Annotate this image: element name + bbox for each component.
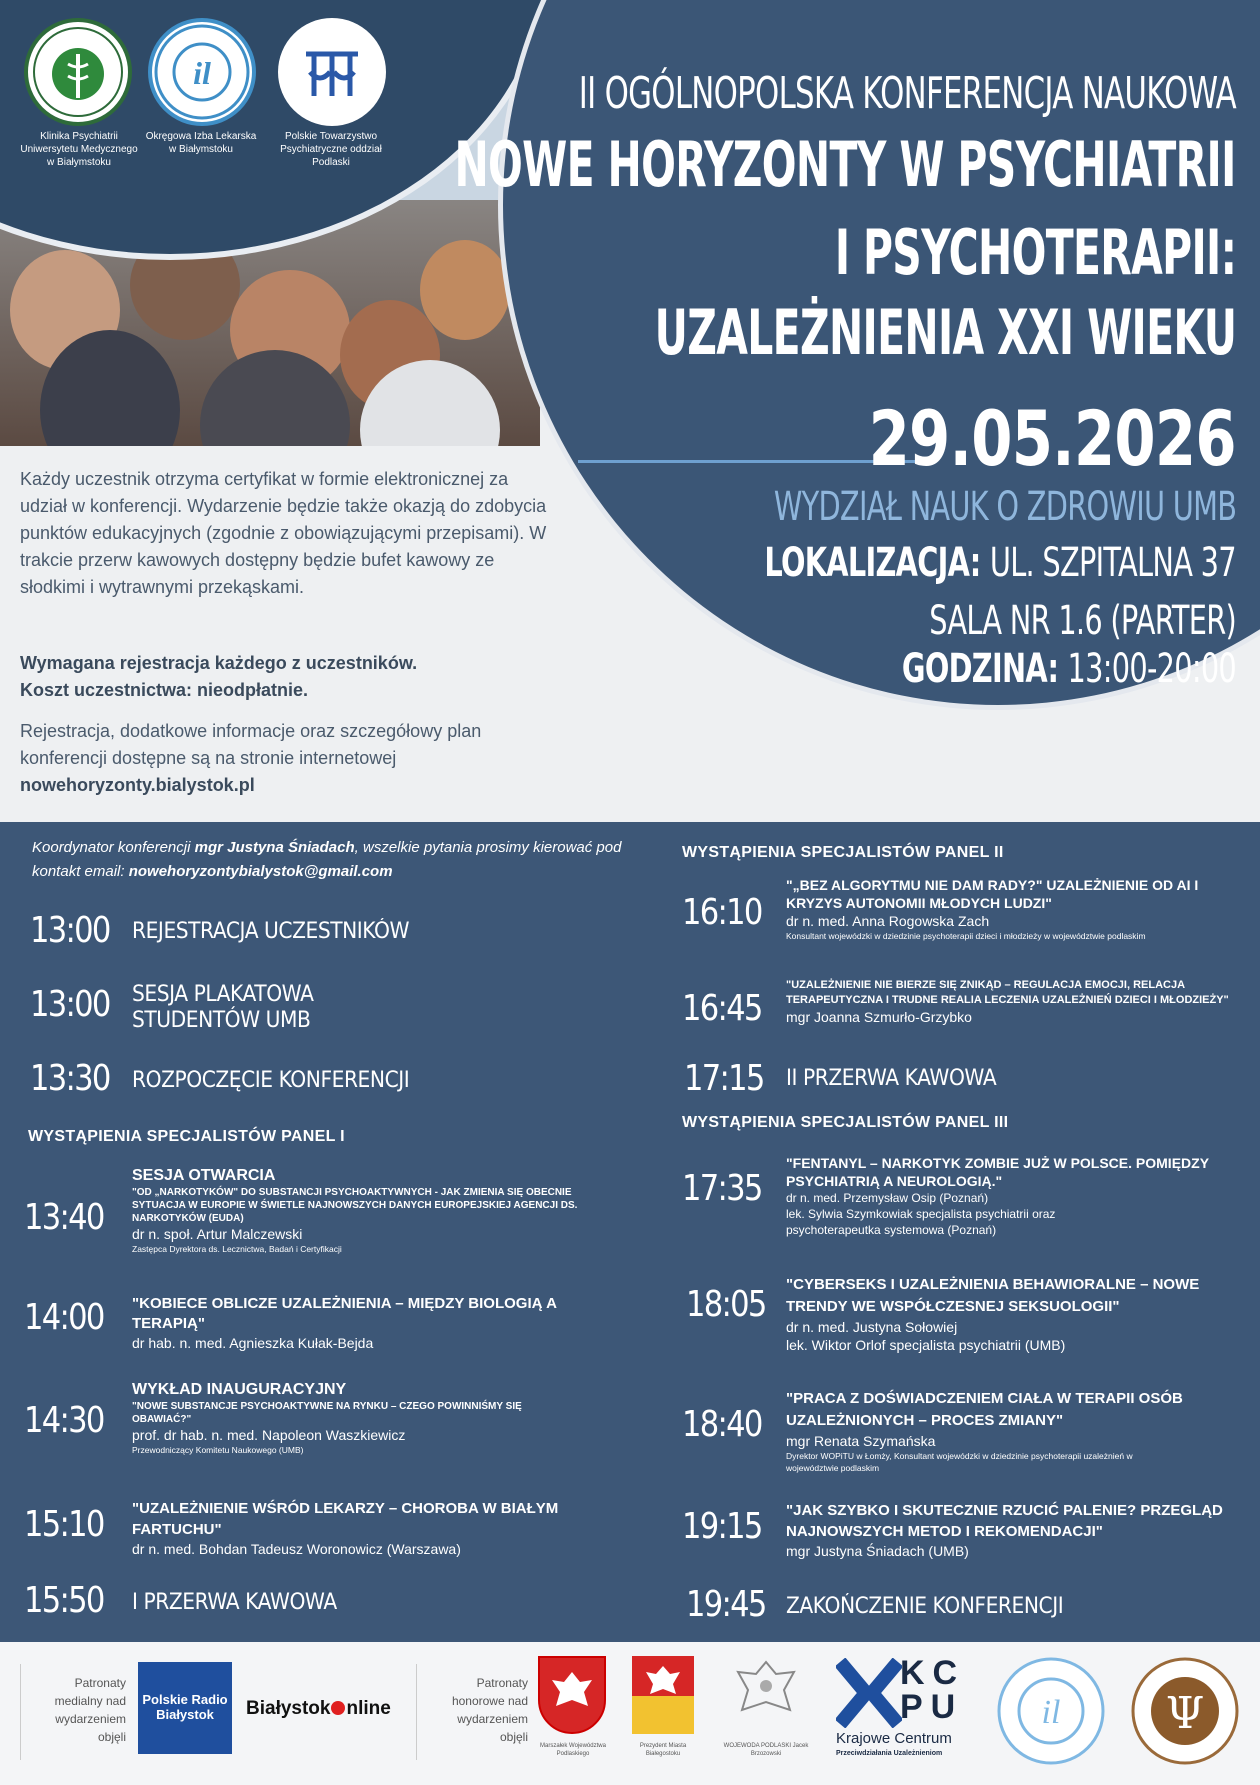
umb-caption: Klinika Psychiatrii Uniwersytetu Medycznego w Białymstoku [20, 131, 138, 168]
break1-label: I PRZERWA KAWOWA [132, 1590, 337, 1615]
time-1805: 18:05 [686, 1284, 766, 1325]
coordinator-name: mgr Justyna Śniadach [194, 839, 355, 856]
oil-caption: Okręgowa Izba Lekarska w Białymstoku [145, 131, 257, 155]
closing-label: ZAKOŃCZENIE KONFERENCJI [786, 1594, 1064, 1619]
time-1715: 17:15 [684, 1058, 764, 1099]
talk-1735-author: dr n. med. Przemysław Osip (Poznań) [786, 1191, 989, 1205]
talk-1400-title: "KOBIECE OBLICZE UZALEŻNIENIA – MIĘDZY BIOLOGIĄ A TERAPIĄ" [132, 1295, 557, 1332]
header-section [0, 0, 1260, 822]
coordinator-info [32, 836, 652, 884]
talk-1915-author: mgr Justyna Śniadach (UMB) [786, 1543, 969, 1559]
patrons-footer [0, 1642, 1260, 1785]
talk-1430-session: WYKŁAD INAUGURACYJNY [132, 1381, 347, 1398]
wojewoda-emblem [728, 1656, 804, 1736]
talk-1840-author: mgr Renata Szymańska [786, 1433, 936, 1449]
program-section [0, 822, 1260, 1642]
participation-cost: Koszt uczestnictwa: nieodpłatnie. [20, 680, 309, 700]
conference-title-line1: NOWE HORYZONTY W PSYCHIATRII [454, 128, 1236, 201]
room: SALA NR 1.6 (PARTER) [929, 598, 1236, 644]
honorary-patrons-label: Patronaty honorowe nad wydarzeniem objęli [451, 1676, 528, 1744]
hour-label: GODZINA: [901, 646, 1059, 692]
talk-1430-author: prof. dr hab. n. med. Napoleon Waszkiewicz [132, 1427, 406, 1443]
location [765, 540, 1236, 586]
faculty: WYDZIAŁ NAUK O ZDROWIU UMB [773, 484, 1236, 530]
hour-value: 13:00-20:00 [1067, 646, 1236, 692]
bo-dot [331, 1701, 345, 1715]
time-1300b: 13:00 [30, 984, 110, 1025]
talk-1340-note: Zastępca Dyrektora ds. Lecznictwa, Badań i Certyfikacji [132, 1244, 342, 1254]
talk-1805-author: dr n. med. Justyna Sołowiej [786, 1319, 958, 1335]
break2-label: II PRZERWA KAWOWA [786, 1066, 997, 1091]
talk-1805-author2: lek. Wiktor Orlof specjalista psychiatrii (UMB) [786, 1337, 1066, 1353]
podlaskie-crest [538, 1656, 606, 1734]
conference-title-line2: I PSYCHOTERAPII: [834, 216, 1236, 289]
oil-logo [148, 18, 256, 126]
talk-1840-note: Dyrektor WOPiTU w Łomży, Konsultant wojewódzki w dziedzinie psychoterapii uzależnień w województwie podlaskim [786, 1451, 1133, 1473]
coordinator-mid: , wszelkie pytania prosimy kierować pod kontakt email: [32, 839, 622, 880]
date-line [578, 460, 916, 463]
location-value: UL. SZPITALNA 37 [990, 540, 1236, 586]
media-patrons-label: Patronaty medialny nad wydarzeniem objęli [54, 1676, 126, 1744]
talk-1645 [786, 978, 1241, 1026]
talk-1400-author: dr hab. n. med. Agnieszka Kułak-Bejda [132, 1335, 374, 1351]
time-1550: 15:50 [24, 1580, 104, 1621]
talk-1430-note: Przewodniczący Komitetu Naukowego (UMB) [132, 1445, 304, 1455]
time-1330: 13:30 [30, 1058, 110, 1099]
time-1300a: 13:00 [30, 910, 110, 951]
event-poster-session [132, 982, 314, 1034]
talk-1510 [132, 1498, 587, 1558]
website-info: Rejestracja, dodatkowe informacje oraz szczegółowy plan konferencji dostępne są na stronie internetowej [20, 721, 482, 768]
website-link[interactable]: nowehoryzonty.bialystok.pl [20, 775, 255, 795]
talk-1735 [786, 1154, 1241, 1238]
certificate-info: Każdy uczestnik otrzyma certyfikat w formie elektronicznej za udział w konferencji. Wydarzenie będzie także okazją do zdobycia punktów edukacyjnych (zgodnie z obowiązującymi przepisami). W trakcie przerw kawowych dostępny będzie bufet kawowy ze słodkimi i wytrawnymi przekąskami. [20, 469, 547, 597]
bo-text: Białystok [246, 1698, 331, 1719]
talk-1735-title: "FENTANYL – NARKOTYK ZOMBIE JUŻ W POLSCE. POMIĘDZY PSYCHIATRIĄ A NEUROLOGIĄ." [786, 1155, 1209, 1189]
svg-text:il: il [193, 55, 211, 91]
talk-1840 [786, 1388, 1241, 1474]
svg-text:il: il [1041, 1694, 1061, 1731]
talk-1610 [786, 876, 1241, 942]
time-1610: 16:10 [682, 892, 762, 933]
footer-divider-left [20, 1664, 21, 1760]
talk-1510-title: "UZALEŻNIENIE WŚRÓD LEKARZY – CHOROBA W BIAŁYM FARTUCHU" [132, 1500, 559, 1538]
conference-title-line3: UZALEŻNIENIA XXI WIEKU [654, 296, 1236, 369]
kcpu-top: KC [900, 1654, 966, 1692]
poster-line2: STUDENTÓW UMB [132, 1008, 311, 1033]
event-opening: ROZPOCZĘCIE KONFERENCJI [132, 1068, 410, 1093]
conference-edition: II OGÓLNOPOLSKA KONFERENCJA NAUKOWA [578, 68, 1236, 119]
talk-1610-title: "„BEZ ALGORYTMU NIE DAM RADY?" UZALEŻNIENIE OD AI I KRYZYS AUTONOMII MŁODYCH LUDZI" [786, 877, 1199, 911]
wojewoda-caption: WOJEWODA PODLASKI Jacek Brzozowski [723, 1743, 809, 1757]
coordinator-email[interactable]: nowehoryzontybialystok@gmail.com [128, 863, 393, 880]
oil-footer-logo [996, 1656, 1106, 1766]
ptp-logo [278, 18, 386, 126]
talk-1340 [132, 1166, 587, 1255]
location-label: LOKALIZACJA: [764, 540, 981, 586]
bialystok-crest [632, 1656, 694, 1734]
event-date: 29.05.2026 [868, 394, 1236, 483]
kcpu-sub: Przeciwdziałania Uzależnieniom [836, 1750, 943, 1757]
time-1735: 17:35 [682, 1168, 762, 1209]
bialystok-online-logo [246, 1698, 391, 1720]
panel1-title: WYSTĄPIENIA SPECJALISTÓW PANEL I [28, 1128, 345, 1145]
talk-1735-author2: lek. Sylwia Szymkowiak specjalista psychiatrii oraz psychoterapeutka systemowa (Poznań) [786, 1207, 1056, 1237]
talk-1915-title: "JAK SZYBKO I SKUTECZNIE RZUCIĆ PALENIE? PRZEGLĄD NAJNOWSZYCH METOD I REKOMENDACJI" [786, 1502, 1223, 1540]
time-1840: 18:40 [682, 1404, 762, 1445]
time-1915: 19:15 [682, 1506, 762, 1547]
kcpu-logo [836, 1656, 976, 1766]
time-1945: 19:45 [686, 1584, 766, 1625]
kcpu-bottom: PU [900, 1688, 964, 1726]
panel2-title: WYSTĄPIENIA SPECJALISTÓW PANEL II [682, 844, 1004, 861]
talk-1340-author: dr n. społ. Artur Malczewski [132, 1226, 303, 1242]
talk-1340-title: "OD „NARKOTYKÓW" DO SUBSTANCJI PSYCHOAKTYWNYCH - JAK ZMIENIA SIĘ OBECNIE SYTUACJA W EUROPIE W ŚWIETLE NAJNOWSZYCH DANYCH EUROPEJSKIEJ AGENCJI DS. NARKOTYKÓW (EUDA) [132, 1187, 578, 1224]
event-registration: REJESTRACJA UCZESTNIKÓW [132, 919, 410, 944]
talk-1430-title: "NOWE SUBSTANCJE PSYCHOAKTYWNE NA RYNKU – CZEGO POWINNIŚMY SIĘ OBAWIAĆ?" [132, 1401, 522, 1425]
kcpu-name: Krajowe Centrum [836, 1730, 952, 1747]
time-1510: 15:10 [24, 1504, 104, 1545]
time-1400: 14:00 [24, 1297, 104, 1338]
registration-required: Wymagana rejestracja każdego z uczestników. [20, 653, 418, 673]
hours [902, 646, 1236, 692]
time-1340: 13:40 [24, 1197, 104, 1238]
ptp-footer-logo [1130, 1656, 1240, 1766]
talk-1400 [132, 1294, 587, 1352]
podlaskie-caption: Marszałek Województwa Podlaskiego [540, 1743, 606, 1757]
panel3-title: WYSTĄPIENIA SPECJALISTÓW PANEL III [682, 1114, 1009, 1131]
talk-1915 [786, 1500, 1241, 1560]
talk-1645-author: mgr Joanna Szmurło-Grzybko [786, 1009, 972, 1025]
svg-text:Ψ: Ψ [1165, 1688, 1205, 1739]
talk-1645-title: "UZALEŻNIENIE NIE BIERZE SIĘ ZNIKĄD – REGULACJA EMOCJI, RELACJA TERAPEUTYCZNA I TRUDNE REALIA LECZENIA UZALEŻNIEŃ DZIECI I MŁODZIEŻY" [786, 979, 1229, 1006]
registration-info [20, 650, 550, 704]
talk-1610-note: Konsultant wojewódzki w dziedzinie psychoterapii dzieci i młodzieży w województwie podlaskim [786, 931, 1146, 941]
coordinator-prefix: Koordynator konferencji [32, 839, 191, 856]
talk-1510-author: dr n. med. Bohdan Tadeusz Woronowicz (Warszawa) [132, 1541, 461, 1557]
talk-1610-author: dr n. med. Anna Rogowska Zach [786, 913, 990, 929]
talk-1340-session: SESJA OTWARCIA [132, 1167, 276, 1184]
umb-logo [24, 18, 132, 126]
ptp-caption: Polskie Towarzystwo Psychiatryczne oddział Podlaski [280, 131, 382, 168]
talk-1840-title: "PRACA Z DOŚWIADCZENIEM CIAŁA W TERAPII OSÓB UZALEŻNIONYCH – PROCES ZMIANY" [786, 1390, 1183, 1429]
talk-1430 [132, 1380, 587, 1456]
bo-text2: nline [346, 1698, 391, 1719]
bialystok-caption: Prezydent Miasta Białegostoku [639, 1743, 687, 1757]
talk-1805-title: "CYBERSEKS I UZALEŻNIENIA BEHAWIORALNE – NOWE TRENDY WE WSPÓŁCZESNEJ SEKSUOLOGII" [786, 1276, 1200, 1315]
talk-1805 [786, 1274, 1241, 1354]
time-1430: 14:30 [24, 1400, 104, 1441]
poster-line1: SESJA PLAKATOWA [132, 982, 314, 1007]
time-1645: 16:45 [682, 988, 762, 1029]
footer-divider-mid [416, 1664, 417, 1760]
radio-logo: Polskie Radio Białystok [138, 1662, 232, 1754]
